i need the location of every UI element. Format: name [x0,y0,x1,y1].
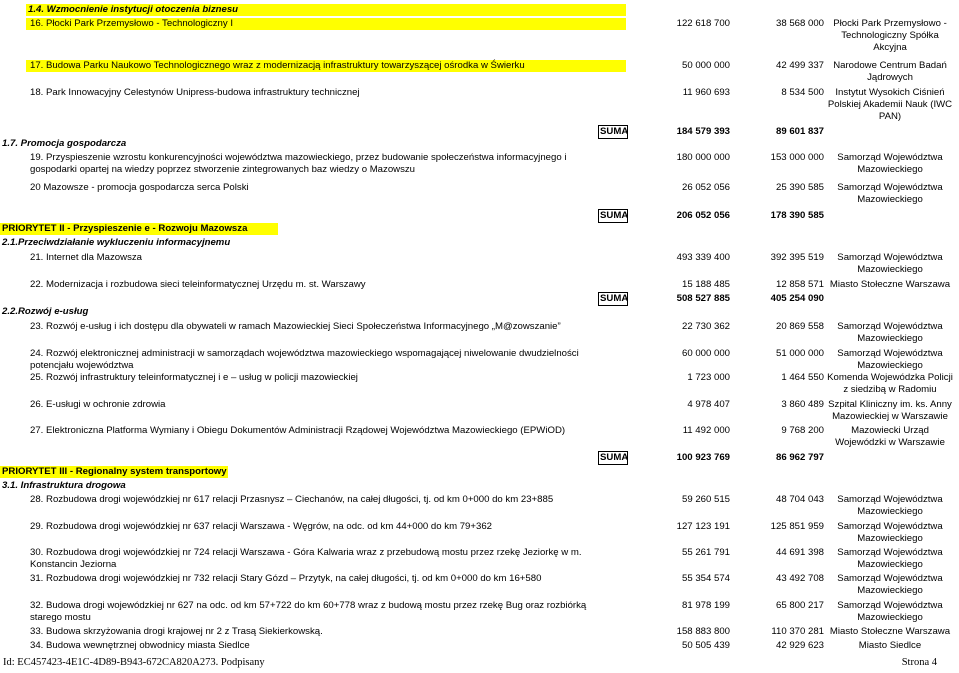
project-title: 20 Mazowsze - promocja gospodarcza serca Polski [30,182,249,193]
funding-value: 25 390 585 [775,182,824,193]
beneficiary: Płocki Park Przemysłowo - Technologiczny Spółka Akcyjna [833,18,947,53]
project-title: 30. Rozbudowa drogi wojewódzkiej nr 724 relacji Warszawa - Góra Kalwaria wraz z przebudową mostu przez rzekę Jeziorkę w m. Konstancin Jeziorna [30,547,582,570]
total-value: 11 492 000 [682,425,730,436]
project-title: 26. E-usługi w ochronie zdrowia [30,399,166,410]
total-value: 11 960 693 [682,87,730,98]
project-title: 27. Elektroniczna Platforma Wymiany i Obiegu Dokumentów Administracji Rządowej Województwa Mazowieckiego (EPWiOD) [30,425,566,436]
section-heading: 2.2.Rozwój e-usług [2,306,89,317]
beneficiary: Samorząd Województwa Mazowieckiego [837,494,943,517]
sum-total: 508 527 885 [676,293,730,304]
section-heading: 1.4. Wzmocnienie instytucji otoczenia biznesu [28,4,239,15]
total-value: 55 261 791 [681,547,730,558]
project-title: 31. Rozbudowa drogi wojewódzkiej nr 732 relacji Stary Gózd – Przytyk, na całej długości, tj. od km 0+000 do km 16+580 [30,573,542,584]
project-title: 32. Budowa drogi wojewódzkiej nr 627 na odc. od km 57+722 do km 60+778 wraz z budową mostu przez rzekę Bug oraz rozbiórką starego mostu [30,600,587,623]
project-title: 23. Rozwój e-usług i ich dostępu dla obywateli w ramach Mazowieckiej Sieci Społeczeństwa Informacyjnego „M@zowszanie” [30,321,561,332]
funding-value: 110 370 281 [771,626,824,637]
section-heading: 2.1.Przeciwdziałanie wykluczeniu informacyjnemu [2,237,231,248]
funding-value: 392 395 519 [770,252,824,263]
total-value: 81 978 199 [681,600,730,611]
project-title: 21. Internet dla Mazowsza [30,252,142,263]
sum-funding: 405 254 090 [770,293,824,304]
total-value: 180 000 000 [676,152,730,163]
beneficiary: Samorząd Województwa Mazowieckiego [837,521,943,544]
section-heading: 1.7. Promocja gospodarcza [2,138,127,149]
project-title: 28. Rozbudowa drogi wojewódzkiej nr 617 relacji Przasnysz – Ciechanów, na całej długości, tj. od km 0+000 do km 23+885 [30,494,554,505]
funding-value: 44 691 398 [775,547,824,558]
page-number: Strona 4 [901,657,937,668]
beneficiary: Narodowe Centrum Badań Jądrowych [833,60,947,83]
beneficiary: Miasto Stołeczne Warszawa [829,279,951,290]
project-title: 34. Budowa wewnętrznej obwodnicy miasta Siedlce [30,640,250,651]
total-value: 15 188 485 [681,279,730,290]
funding-value: 42 929 623 [775,640,824,651]
total-value: 55 354 574 [681,573,730,584]
funding-value: 51 000 000 [775,348,824,359]
funding-value: 65 800 217 [775,600,824,611]
funding-value: 9 768 200 [781,425,824,436]
project-title: 25. Rozwój infrastruktury teleinformatycznej i e – usług w policji mazowieckiej [30,372,358,383]
sum-funding: 89 601 837 [775,126,824,137]
funding-value: 42 499 337 [775,60,824,71]
beneficiary: Samorząd Województwa Mazowieckiego [837,600,943,623]
total-value: 122 618 700 [676,18,730,29]
sum-funding: 178 390 585 [770,210,824,221]
section-heading: 3.1. Infrastruktura drogowa [2,480,126,491]
total-value: 493 339 400 [676,252,730,263]
funding-value: 48 704 043 [775,494,824,505]
beneficiary: Komenda Wojewódzka Policji z siedzibą w Radomiu [827,372,953,395]
beneficiary: Samorząd Województwa Mazowieckiego [837,348,943,371]
project-title: 17. Budowa Parku Naukowo Technologicznego wraz z modernizacją infrastruktury towarzyszącej ośrodka w Świerku [30,60,525,71]
funding-value: 8 534 500 [781,87,824,98]
project-title: 18. Park Innowacyjny Celestynów Unipress-budowa infrastruktury technicznej [30,87,360,98]
funding-value: 153 000 000 [770,152,824,163]
total-value: 26 052 056 [681,182,730,193]
project-title: 22. Modernizacja i rozbudowa sieci teleinformatycznej Urzędu m. st. Warszawy [30,279,366,290]
beneficiary: Samorząd Województwa Mazowieckiego [837,182,943,205]
total-value: 50 505 439 [681,640,730,651]
total-value: 50 000 000 [681,60,730,71]
sum-label: SUMA [600,293,629,304]
sum-label: SUMA [600,452,629,463]
funding-value: 3 860 489 [781,399,824,410]
beneficiary: Miasto Siedlce [858,640,922,651]
sum-total: 206 052 056 [676,210,730,221]
funding-value: 20 869 558 [775,321,824,332]
total-value: 127 123 191 [676,521,730,532]
total-value: 60 000 000 [681,348,730,359]
funding-value: 38 568 000 [775,18,824,29]
funding-value: 125 851 959 [770,521,824,532]
funding-value: 43 492 708 [775,573,824,584]
beneficiary: Samorząd Województwa Mazowieckiego [837,547,943,570]
beneficiary: Samorząd Województwa Mazowieckiego [837,573,943,596]
document-id-footer: Id: EC457423-4E1C-4D89-B943-672CA820A273. Podpisany [3,657,265,668]
beneficiary: Samorząd Województwa Mazowieckiego [837,321,943,344]
sum-total: 100 923 769 [676,452,730,463]
sum-total: 184 579 393 [676,126,730,137]
sum-label: SUMA [600,210,629,221]
project-title: 19. Przyspieszenie wzrostu konkurencyjności województwa mazowieckiego, przez budowanie społeczeństwa informacyjnego i gospodarki opartej na wiedzy poprzez stworzenie zintegrowanych baz wiedzy o Mazowszu [30,152,567,175]
beneficiary: Instytut Wysokich Ciśnień Polskiej Akademii Nauk (IWC PAN) [827,87,953,122]
total-value: 22 730 362 [681,321,730,332]
project-title: 24. Rozwój elektronicznej administracji w samorządach województwa mazowieckiego wspomagającej niwelowanie dwudzielności potencjału województwa [30,348,579,371]
sum-funding: 86 962 797 [775,452,824,463]
beneficiary: Samorząd Województwa Mazowieckiego [837,252,943,275]
beneficiary: Miasto Stołeczne Warszawa [829,626,951,637]
project-title: 29. Rozbudowa drogi wojewódzkiej nr 637 relacji Warszawa - Węgrów, na odc. od km 44+000 do km 79+362 [30,521,493,532]
total-value: 158 883 800 [676,626,730,637]
project-title: 33. Budowa skrzyżowania drogi krajowej nr 2 z Trasą Siekierkowską. [30,626,323,637]
beneficiary: Szpital Kliniczny im. ks. Anny Mazowieckiej w Warszawie [828,399,952,422]
priority-heading: PRIORYTET II - Przyspieszenie e - Rozwoju Mazowsza [2,223,248,234]
total-value: 59 260 515 [681,494,730,505]
project-title: 16. Płocki Park Przemysłowo - Technologiczny I [30,18,233,29]
beneficiary: Samorząd Województwa Mazowieckiego [837,152,943,175]
beneficiary: Mazowiecki Urząd Wojewódzki w Warszawie [835,425,945,448]
sum-label: SUMA [600,126,629,137]
funding-value: 12 858 571 [775,279,824,290]
funding-value: 1 464 550 [781,372,824,383]
priority-heading: PRIORYTET III - Regionalny system transportowy [2,466,227,477]
total-value: 4 978 407 [687,399,730,410]
total-value: 1 723 000 [687,372,730,383]
